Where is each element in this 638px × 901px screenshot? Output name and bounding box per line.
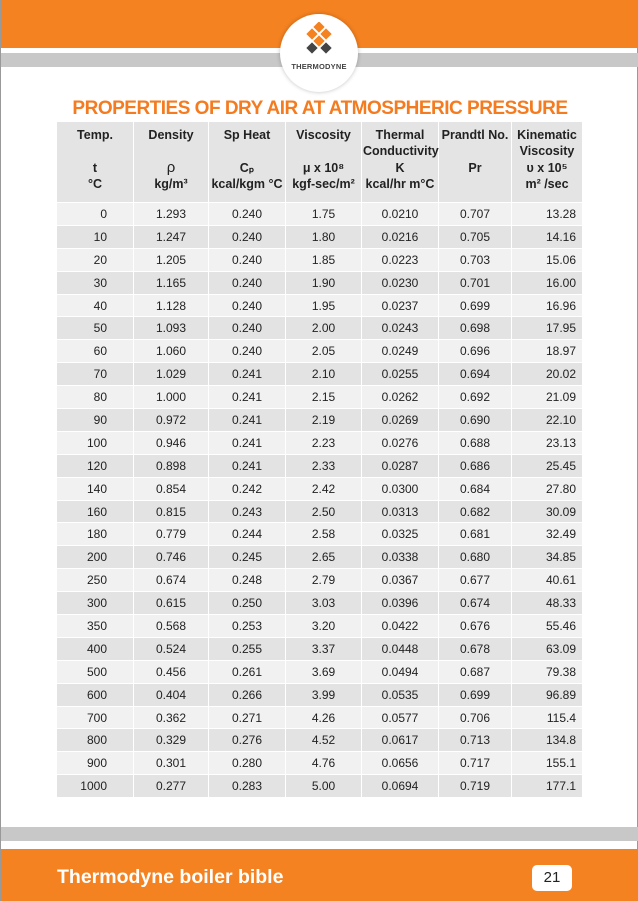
table-cell: 2.79: [286, 569, 362, 592]
table-cell: 200: [57, 546, 134, 569]
table-row: [57, 523, 583, 546]
table-cell: 0.779: [134, 523, 209, 546]
table-cell: 0.240: [209, 225, 286, 248]
table-cell: 15.06: [512, 248, 583, 271]
table-cell: 0.404: [134, 683, 209, 706]
table-cell: 0.0230: [362, 271, 439, 294]
table-cell: 0.240: [209, 203, 286, 226]
table-cell: 0.241: [209, 409, 286, 432]
table-cell: 25.45: [512, 454, 583, 477]
table-cell: 0.0210: [362, 203, 439, 226]
table-cell: 0.271: [209, 706, 286, 729]
table-cell: 0.266: [209, 683, 286, 706]
table-cell: 0.240: [209, 271, 286, 294]
col-header-kinematic-viscosity: Kinematic Viscosity υ x 10⁵ m² /sec: [512, 122, 583, 203]
table-cell: 1.293: [134, 203, 209, 226]
table-cell: 0.0617: [362, 729, 439, 752]
table-cell: 55.46: [512, 615, 583, 638]
table-cell: 0.615: [134, 592, 209, 615]
table-cell: 0.0535: [362, 683, 439, 706]
properties-table: [56, 121, 583, 798]
table-row: [57, 706, 583, 729]
table-cell: 0.719: [439, 775, 512, 798]
table-cell: 1.85: [286, 248, 362, 271]
table-cell: 0.681: [439, 523, 512, 546]
table-cell: 0.677: [439, 569, 512, 592]
table-cell: 0.815: [134, 500, 209, 523]
table-cell: 1.95: [286, 294, 362, 317]
table-cell: 100: [57, 431, 134, 454]
table-cell: 0.0262: [362, 386, 439, 409]
table-cell: 2.10: [286, 363, 362, 386]
table-cell: 0.684: [439, 477, 512, 500]
table-cell: 0.690: [439, 409, 512, 432]
table-cell: 17.95: [512, 317, 583, 340]
table-cell: 0.0494: [362, 660, 439, 683]
table-cell: 3.69: [286, 660, 362, 683]
table-cell: 23.13: [512, 431, 583, 454]
table-cell: 0.707: [439, 203, 512, 226]
table-cell: 0.705: [439, 225, 512, 248]
table-cell: 160: [57, 500, 134, 523]
table-row: [57, 386, 583, 409]
table-cell: 900: [57, 752, 134, 775]
table-cell: 177.1: [512, 775, 583, 798]
table-cell: 3.20: [286, 615, 362, 638]
table-cell: 2.00: [286, 317, 362, 340]
table-cell: 2.15: [286, 386, 362, 409]
table-cell: 0.0396: [362, 592, 439, 615]
table-cell: 0.706: [439, 706, 512, 729]
table-cell: 250: [57, 569, 134, 592]
table-cell: 1.165: [134, 271, 209, 294]
table-row: [57, 775, 583, 798]
table-cell: 0.283: [209, 775, 286, 798]
table-row: [57, 546, 583, 569]
table-cell: 0.713: [439, 729, 512, 752]
table-cell: 1.90: [286, 271, 362, 294]
table-cell: 0.687: [439, 660, 512, 683]
table-row: [57, 294, 583, 317]
table-row: [57, 592, 583, 615]
table-cell: 0.362: [134, 706, 209, 729]
table-cell: 0.696: [439, 340, 512, 363]
table-cell: 0.746: [134, 546, 209, 569]
table-row: [57, 637, 583, 660]
table-cell: 0: [57, 203, 134, 226]
table-cell: 13.28: [512, 203, 583, 226]
table-cell: 1.093: [134, 317, 209, 340]
table-cell: 0.0276: [362, 431, 439, 454]
table-cell: 0.674: [439, 592, 512, 615]
table-cell: 3.03: [286, 592, 362, 615]
table-cell: 30: [57, 271, 134, 294]
footer-title: Thermodyne boiler bible: [57, 866, 284, 888]
col-header-prandtl: Prandtl No. Pr: [439, 122, 512, 203]
table-header-row: [57, 122, 583, 203]
table-cell: 180: [57, 523, 134, 546]
table-cell: 0.277: [134, 775, 209, 798]
table-row: [57, 752, 583, 775]
table-cell: 3.99: [286, 683, 362, 706]
table-cell: 21.09: [512, 386, 583, 409]
col-header-density: Density ρ kg/m³: [134, 122, 209, 203]
brand-logo: [280, 14, 358, 92]
logo-text: THERMODYNE: [291, 62, 347, 71]
col-header-thermal-conductivity: Thermal Conductivity K kcal/hr m°C: [362, 122, 439, 203]
table-cell: 0.240: [209, 317, 286, 340]
table-cell: 80: [57, 386, 134, 409]
table-cell: 79.38: [512, 660, 583, 683]
table-cell: 1000: [57, 775, 134, 798]
col-header-viscosity: Viscosity μ x 10⁸ kgf-sec/m²: [286, 122, 362, 203]
table-cell: 18.97: [512, 340, 583, 363]
table-cell: 1.128: [134, 294, 209, 317]
table-cell: 63.09: [512, 637, 583, 660]
page-number: 21: [532, 865, 572, 891]
table-row: [57, 477, 583, 500]
table-cell: 20.02: [512, 363, 583, 386]
table-cell: 120: [57, 454, 134, 477]
table-cell: 0.241: [209, 363, 286, 386]
table-cell: 0.0656: [362, 752, 439, 775]
table-cell: 48.33: [512, 592, 583, 615]
table-cell: 140: [57, 477, 134, 500]
table-cell: 0.674: [134, 569, 209, 592]
table-cell: 0.688: [439, 431, 512, 454]
table-cell: 27.80: [512, 477, 583, 500]
table-cell: 0.243: [209, 500, 286, 523]
table-cell: 0.0269: [362, 409, 439, 432]
table-row: [57, 500, 583, 523]
table-cell: 16.00: [512, 271, 583, 294]
table-cell: 0.255: [209, 637, 286, 660]
table-cell: 0.0216: [362, 225, 439, 248]
table-row: [57, 683, 583, 706]
table-cell: 0.524: [134, 637, 209, 660]
page-title: PROPERTIES OF DRY AIR AT ATMOSPHERIC PRESSURE: [72, 98, 568, 119]
table-cell: 2.50: [286, 500, 362, 523]
table-cell: 22.10: [512, 409, 583, 432]
table-cell: 0.686: [439, 454, 512, 477]
table-cell: 0.0249: [362, 340, 439, 363]
table-row: [57, 363, 583, 386]
table-cell: 96.89: [512, 683, 583, 706]
table-cell: 60: [57, 340, 134, 363]
table-cell: 2.19: [286, 409, 362, 432]
table-cell: 0.717: [439, 752, 512, 775]
table-cell: 2.42: [286, 477, 362, 500]
table-cell: 0.972: [134, 409, 209, 432]
table-cell: 0.245: [209, 546, 286, 569]
table-cell: 34.85: [512, 546, 583, 569]
table-cell: 0.0577: [362, 706, 439, 729]
table-cell: 0.676: [439, 615, 512, 638]
table-cell: 0.682: [439, 500, 512, 523]
table-cell: 400: [57, 637, 134, 660]
table-cell: 0.329: [134, 729, 209, 752]
table-cell: 0.276: [209, 729, 286, 752]
table-row: [57, 431, 583, 454]
table-row: [57, 225, 583, 248]
table-cell: 0.701: [439, 271, 512, 294]
table-row: [57, 409, 583, 432]
table-cell: 0.248: [209, 569, 286, 592]
col-header-sp-heat: Sp Heat Cₚ kcal/kgm °C: [209, 122, 286, 203]
table-cell: 70: [57, 363, 134, 386]
table-cell: 0.0313: [362, 500, 439, 523]
table-cell: 0.854: [134, 477, 209, 500]
table-cell: 0.0367: [362, 569, 439, 592]
table-cell: 5.00: [286, 775, 362, 798]
col-header-temp: Temp. t °C: [57, 122, 134, 203]
table-cell: 0.678: [439, 637, 512, 660]
table-cell: 0.250: [209, 592, 286, 615]
table-cell: 3.37: [286, 637, 362, 660]
table-cell: 0.0448: [362, 637, 439, 660]
table-cell: 0.0325: [362, 523, 439, 546]
table-cell: 0.0300: [362, 477, 439, 500]
table-cell: 32.49: [512, 523, 583, 546]
table-cell: 4.76: [286, 752, 362, 775]
table-cell: 4.26: [286, 706, 362, 729]
table-cell: 0.241: [209, 454, 286, 477]
table-cell: 800: [57, 729, 134, 752]
table-cell: 0.241: [209, 386, 286, 409]
table-row: [57, 317, 583, 340]
table-row: [57, 271, 583, 294]
table-cell: 0.946: [134, 431, 209, 454]
table-cell: 300: [57, 592, 134, 615]
table-cell: 350: [57, 615, 134, 638]
table-cell: 0.240: [209, 294, 286, 317]
table-row: [57, 340, 583, 363]
table-cell: 20: [57, 248, 134, 271]
table-cell: 0.0223: [362, 248, 439, 271]
table-cell: 0.703: [439, 248, 512, 271]
table-cell: 1.247: [134, 225, 209, 248]
table-cell: 14.16: [512, 225, 583, 248]
table-cell: 0.301: [134, 752, 209, 775]
table-cell: 0.456: [134, 660, 209, 683]
table-cell: 2.23: [286, 431, 362, 454]
table-cell: 2.33: [286, 454, 362, 477]
table-cell: 1.029: [134, 363, 209, 386]
table-cell: 115.4: [512, 706, 583, 729]
table-cell: 0.240: [209, 248, 286, 271]
table-cell: 1.060: [134, 340, 209, 363]
table-cell: 0.568: [134, 615, 209, 638]
table-row: [57, 729, 583, 752]
table-cell: 30.09: [512, 500, 583, 523]
table-cell: 2.58: [286, 523, 362, 546]
table-cell: 0.0338: [362, 546, 439, 569]
table-cell: 0.898: [134, 454, 209, 477]
table-row: [57, 454, 583, 477]
table-cell: 1.205: [134, 248, 209, 271]
table-cell: 0.244: [209, 523, 286, 546]
table-cell: 0.242: [209, 477, 286, 500]
table-cell: 0.699: [439, 294, 512, 317]
table-cell: 0.0255: [362, 363, 439, 386]
table-row: [57, 660, 583, 683]
table-cell: 1.000: [134, 386, 209, 409]
table-cell: 90: [57, 409, 134, 432]
table-row: [57, 615, 583, 638]
table-cell: 1.80: [286, 225, 362, 248]
table-cell: 0.241: [209, 431, 286, 454]
table-cell: 40: [57, 294, 134, 317]
table-cell: 1.75: [286, 203, 362, 226]
table-cell: 600: [57, 683, 134, 706]
table-cell: 134.8: [512, 729, 583, 752]
table-cell: 0.680: [439, 546, 512, 569]
table-cell: 0.0694: [362, 775, 439, 798]
diamond-logo-icon: [302, 22, 336, 56]
table-cell: 0.0287: [362, 454, 439, 477]
table-row: [57, 248, 583, 271]
table-cell: 155.1: [512, 752, 583, 775]
footer-stripe: [1, 827, 638, 841]
table-cell: 0.0422: [362, 615, 439, 638]
table-cell: 0.692: [439, 386, 512, 409]
table-row: [57, 203, 583, 226]
table-cell: 700: [57, 706, 134, 729]
table-cell: 500: [57, 660, 134, 683]
table-body: [57, 203, 583, 798]
table-row: [57, 569, 583, 592]
table-cell: 0.0237: [362, 294, 439, 317]
table-cell: 2.05: [286, 340, 362, 363]
table-cell: 40.61: [512, 569, 583, 592]
table-cell: 0.261: [209, 660, 286, 683]
table-cell: 2.65: [286, 546, 362, 569]
table-cell: 0.240: [209, 340, 286, 363]
table-cell: 4.52: [286, 729, 362, 752]
table-cell: 0.280: [209, 752, 286, 775]
table-cell: 16.96: [512, 294, 583, 317]
table-cell: 0.698: [439, 317, 512, 340]
table-cell: 0.694: [439, 363, 512, 386]
table-cell: 50: [57, 317, 134, 340]
table-cell: 0.0243: [362, 317, 439, 340]
table-cell: 10: [57, 225, 134, 248]
table-cell: 0.253: [209, 615, 286, 638]
table-cell: 0.699: [439, 683, 512, 706]
